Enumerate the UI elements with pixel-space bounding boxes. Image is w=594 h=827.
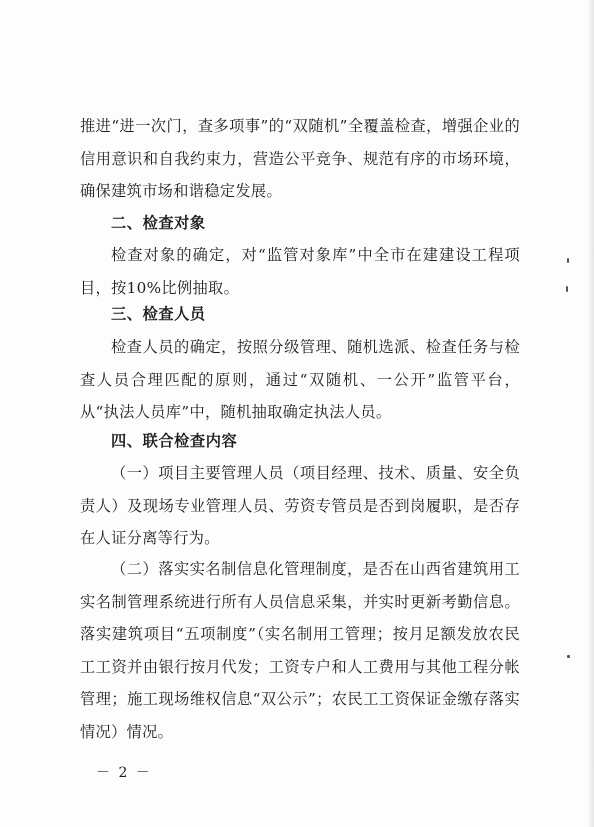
scan-speck xyxy=(567,258,569,263)
section-heading-joint-inspection-content: 四、联合检查内容 xyxy=(111,432,238,450)
page-edge-shadow xyxy=(588,0,594,827)
scan-speck xyxy=(567,655,570,658)
paragraph-item-two: （二）落实实名制信息化管理制度，是否在山西省建筑用工实名制管理系统进行所有人员信息采集，并实时更新考勤信息。落实建筑项目“五项制度”（实名制用工管理；按月足额发放农民工工资并由银行按月代发；工资专户和人工费用与其他工程分帐管理；施工现场维权信息“双公示”；农民工工资保证金缴存落实情况）情况。 xyxy=(80,560,520,741)
intro-paragraph: 推进“进一次门，查多项事”的“双随机”全覆盖检查，增强企业的信用意识和自我约束力，营造公平竞争、规范有序的市场环境，确保建筑市场和谐稳定发展。 xyxy=(80,117,520,200)
section-heading-inspection-personnel: 三、检查人员 xyxy=(111,305,206,323)
page-number: － 2 － xyxy=(96,765,152,781)
paragraph-item-one: （一）项目主要管理人员（项目经理、技术、质量、安全负责人）及现场专业管理人员、劳资专管员是否到岗履职，是否存在人证分离等行为。 xyxy=(80,464,520,547)
paragraph-inspection-objects: 检查对象的确定，对“监管对象库”中全市在建建设工程项目，按10%比例抽取。 xyxy=(80,246,520,297)
scan-speck xyxy=(566,286,568,292)
paragraph-inspection-personnel: 检查人员的确定，按照分级管理、随机选派、检查任务与检查人员合理匹配的原则，通过“双随机、一公开”监管平台，从“执法人员库”中，随机抽取确定执法人员。 xyxy=(80,338,520,421)
section-heading-inspection-objects: 二、检查对象 xyxy=(111,214,206,232)
